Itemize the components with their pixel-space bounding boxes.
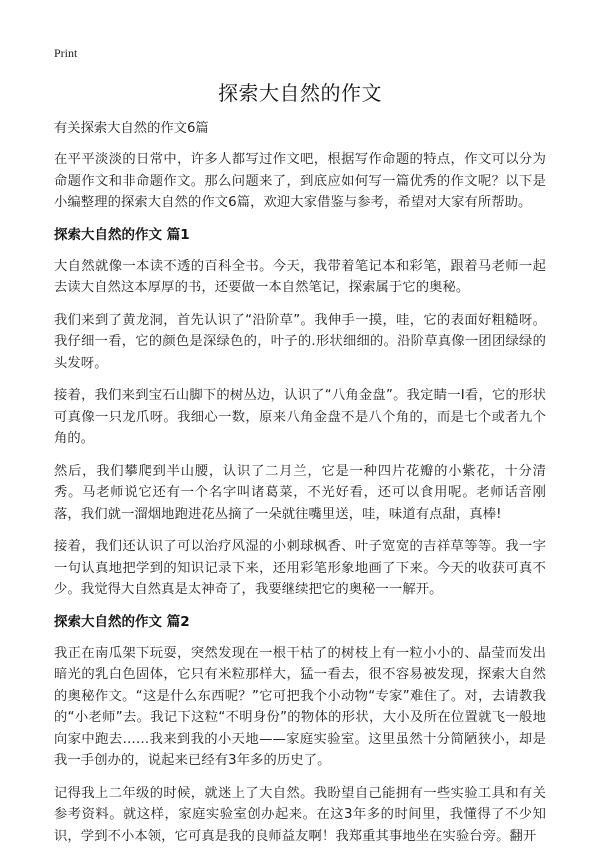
print-link[interactable]: Print <box>54 46 78 60</box>
intro-paragraph: 在平平淡淡的日常中，许多人都写过作文吧，根据写作命题的特点，作文可以分为命题作文和非命题作文。那么问题来了，到底应如何写一篇优秀的作文呢？以下是小编整理的探索大自然的作文6篇，欢迎大家借鉴与参考，希望对大家有所帮助。 <box>54 152 546 210</box>
paragraph: 接着，我们还认识了可以治疗风湿的小刺球枫香、叶子宽宽的吉祥草等等。我一字一句认真地把学到的知识记录下来，还用彩笔形象地画了下来。今天的收获可真不少。我觉得大自然真是太神奇了，我要继续把它的奥秘一一解开。 <box>54 539 546 597</box>
section-heading-1: 探索大自然的作文 篇1 <box>54 226 190 243</box>
paragraph: 记得我上二年级的时候，就迷上了大自然。我盼望自己能拥有一些实验工具和有关参考资料。就这样，家庭实验室创办起来。在这3年多的时间里，我懂得了不少知识，学到不小本领，它可真是我的良师益友啊！我郑重其事地坐在实验台旁。翻开 <box>54 785 546 844</box>
section-heading-2: 探索大自然的作文 篇2 <box>54 613 190 630</box>
page-title: 探索大自然的作文 <box>218 81 382 105</box>
paragraph: 大自然就像一本读不透的百科全书。今天，我带着笔记本和彩笔，跟着马老师一起去读大自然这本厚厚的书，还要做一本自然笔记，探索属于它的奥秘。 <box>54 258 546 295</box>
document-subtitle: 有关探索大自然的作文6篇 <box>54 121 209 136</box>
paragraph: 我正在南瓜架下玩耍，突然发现在一根干枯了的树枝上有一粒小小的、晶莹而发出暗光的乳白色固体，它只有米粒那样大，猛一看去，很不容易被发现，探索大自然的奥秘作文。“这是什么东西呢？”它可把我个小动物“专家”难住了。对，去请教我的“小老师”去。我记下这粒“不明身份”的物体的形状，大小及所在位置就飞一般地向家中跑去……我来到我的小天地——家庭实验室。这里虽然十分简陋狭小，却是我一手创办的，说起来已经有3年多的历史了。 <box>54 645 546 768</box>
paragraph: 然后，我们攀爬到半山腰，认识了二月兰，它是一种四片花瓣的小紫花，十分清秀。马老师说它还有一个名字叫诸葛菜，不光好看，还可以食用呢。老师话音刚落，我们就一溜烟地跑进花丛摘了一朵就往嘴里送，哇，味道有点甜，真棒! <box>54 463 546 522</box>
paragraph: 接着，我们来到宝石山脚下的树丛边，认识了“八角金盘”。我定睛一I看，它的形状可真像一只龙爪呀。我细心一数，原来八角金盘不是八个角的，而是七个或者九个角的。 <box>54 388 546 446</box>
paragraph: 我们来到了黄龙洞，首先认识了“沿阶草”。我伸手一摸，哇，它的表面好粗糙呀。我仔细一看，它的颜色是深绿色的，叶子的.形状细细的。沿阶草真像一团团绿绿的头发呀。 <box>54 312 546 371</box>
document-body <box>54 119 546 858</box>
